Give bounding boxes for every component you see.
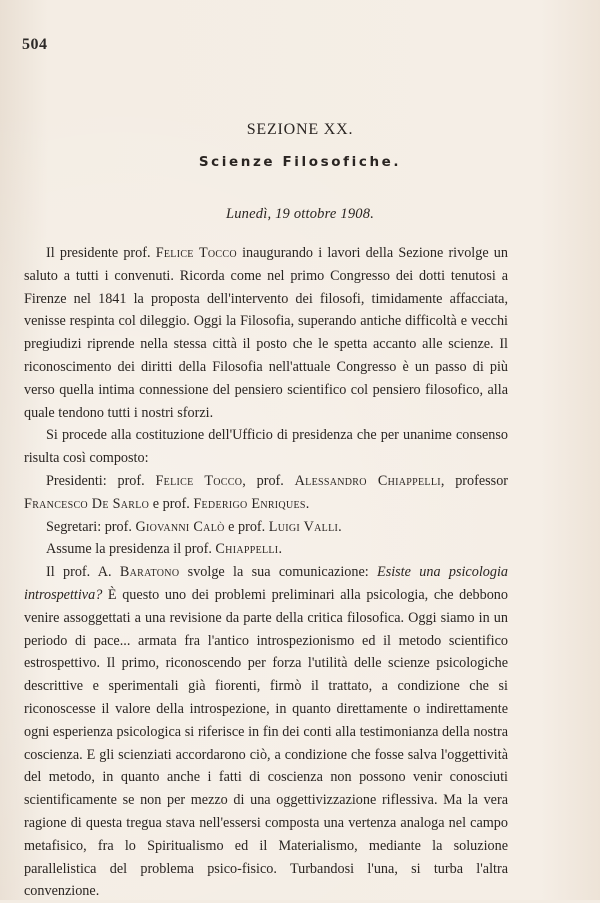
text-run: , prof.	[242, 472, 295, 489]
text-run: , professor	[440, 472, 509, 489]
text-run: .	[305, 495, 310, 512]
text-run: Segretari: prof.	[46, 518, 136, 535]
person-name: Alessandro Chiappelli	[294, 472, 441, 489]
text-run: Si procede alla costituzione dell'Ufficio di presidenza che per unanime consenso risulta così composto:	[24, 427, 508, 467]
person-name: Felice Tocco	[155, 472, 243, 489]
text-run: Il presidente prof.	[46, 245, 156, 261]
text-run: .	[278, 541, 282, 558]
body-text	[24, 242, 508, 903]
paragraph-presidency	[24, 538, 508, 561]
paragraph-opening-address	[24, 242, 508, 424]
person-name: Chiappelli	[215, 541, 279, 558]
text-run: È questo uno dei problemi preliminari alla psicologia, che debbono venire assoggettati a una revisione da parte della critica filosofica. Oggi siamo in un periodo di pace... armata fra l'antico introspezionismo ed il metodo scientifico estrospettivo. Il primo, riconoscendo per forza l'utilità delle scienze psicologiche descrittive e sperimentali già fiorenti, firmò il trattato, a condizione che si riconoscesse il valore della introspezione, in quanto direttamente o indirettamente ogni esperienza psicologica si riferisce in fin dei conti alla testimonianza della nostra coscienza. E gli scienziati accordarono ciò, a condizione che fosse salva l'oggettività del metodo, in quanto anche i fatti di coscienza non possono venir conosciuti scientificamente se non per mezzo di una oggettivizzazione riflessiva. Ma la vera ragione di questa tregua stava nell'essersi composta una vertenza analoga nel campo metafisico, fra lo Spiritualismo ed il Materialismo, mediante la soluzione parallelistica del problema psico-fisico. Turbandosi l'una, si turba l'altra convenzione.	[24, 586, 508, 900]
person-name: Felice Tocco	[155, 245, 237, 261]
paragraph-baratono-communication	[24, 561, 508, 903]
person-name: Luigi Valli	[268, 518, 339, 535]
text-run: inaugurando i lavori della Sezione rivolge un saluto a tutti i convenuti. Ricorda come nel primo Congresso dei dotti tenutosi a Firenze nel 1841 la proposta dell'intervento dei filosofi, timidamente affacciata, venisse respinta col dileggio. Oggi la Filosofia, superando antiche difficoltà e vecchi pregiudizi riprende nella stessa città il posto che le spetta accanto alle scienze. Il riconoscimento dei diritti della Filosofia nell'attuale Congresso è un passo di più verso quella intima connessione del pensiero scientifico col pensiero filosofico, alla quale tendono tutti i nostri sforzi.	[24, 245, 508, 421]
page-number: 504	[22, 36, 48, 53]
section-subtitle: Scienze Filosofiche.	[198, 154, 402, 170]
date-line: Lunedì, 19 ottobre 1908.	[225, 206, 375, 222]
text-run: e prof.	[149, 495, 194, 512]
person-name: Baratono	[119, 564, 180, 581]
text-run: Il prof. A.	[46, 564, 120, 581]
paragraph-secretaries	[24, 516, 508, 539]
section-title: SEZIONE XX.	[246, 121, 354, 138]
text-run: .	[338, 518, 342, 535]
text-run: Assume la presidenza il prof.	[46, 541, 216, 558]
person-name: Giovanni Calò	[135, 518, 225, 535]
person-name: Federigo Enriques	[193, 495, 306, 512]
paragraph-office-constitution	[24, 424, 508, 470]
text-run: svolge la sua comunicazione:	[179, 564, 378, 581]
paragraph-presidents	[24, 470, 508, 516]
text-run: e prof.	[224, 518, 269, 535]
person-name: Francesco De Sarlo	[24, 495, 150, 512]
text-run: Presidenti: prof.	[46, 472, 156, 489]
communication-title: Esiste una psicologia introspettiva?	[24, 564, 508, 603]
